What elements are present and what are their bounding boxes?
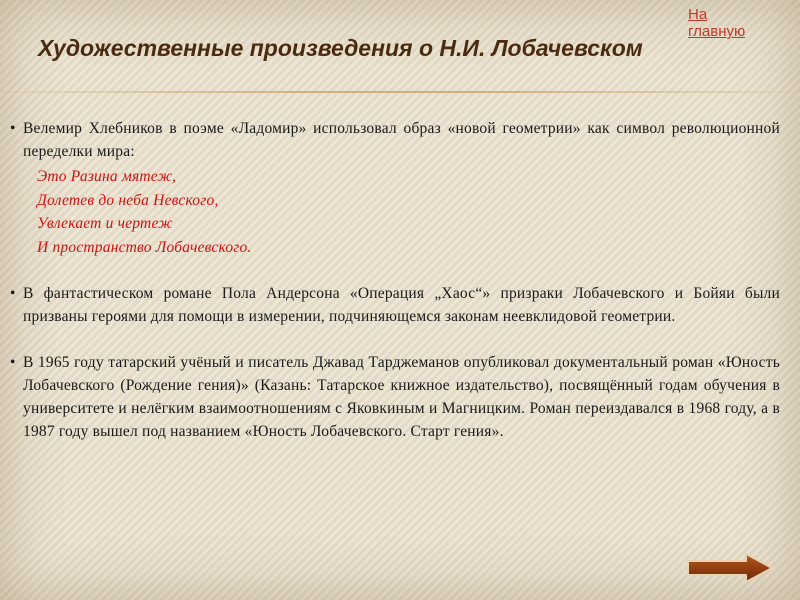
- bullet-icon: •: [10, 285, 16, 302]
- paragraph-text: В фантастическом романе Пола Андерсона «Операция „Хаос“» призраки Лобачевского и Бойяи были призваны героями для помощи в измерении, подчиняющемся законам неевклидовой геометрии.: [23, 285, 780, 325]
- home-link[interactable]: На главную: [688, 6, 746, 40]
- poem-line: Долетев до неба Невского,: [37, 191, 219, 209]
- poem-quote: [10, 165, 780, 259]
- paragraph-anderson: [10, 282, 780, 328]
- paragraph-tardzhemanov: [10, 351, 780, 443]
- arrow-right-icon: [686, 553, 774, 583]
- poem-line: И пространство Лобачевского.: [37, 238, 252, 256]
- title-divider: [0, 91, 800, 93]
- slide-title: Художественные произведения о Н.И. Лобачевском: [38, 35, 643, 61]
- paragraph-khlebnikov: [10, 117, 780, 163]
- paragraph-text: Велемир Хлебников в поэме «Ладомир» использовал образ «новой геометрии» как символ революционной переделки мира:: [23, 120, 780, 160]
- bullet-icon: •: [10, 120, 16, 137]
- paragraph-text: В 1965 году татарский учёный и писатель Джавад Тарджеманов опубликовал документальный роман «Юность Лобачевского (Рождение гения)» (Казань: Татарское книжное издательство), посвящённый годам обучения в университете и нелёгким взаимоотношениям с Яковкиным и Магницким. Роман переиздавался в 1968 году, а в 1987 году вышел под названием «Юность Лобачевского. Старт гения».: [23, 354, 780, 440]
- next-slide-button[interactable]: [686, 553, 774, 583]
- slide-content: [10, 117, 780, 443]
- poem-line: Увлекает и чертеж: [37, 215, 173, 232]
- bullet-icon: •: [10, 354, 16, 371]
- poem-line: Это Разина мятеж,: [37, 168, 177, 185]
